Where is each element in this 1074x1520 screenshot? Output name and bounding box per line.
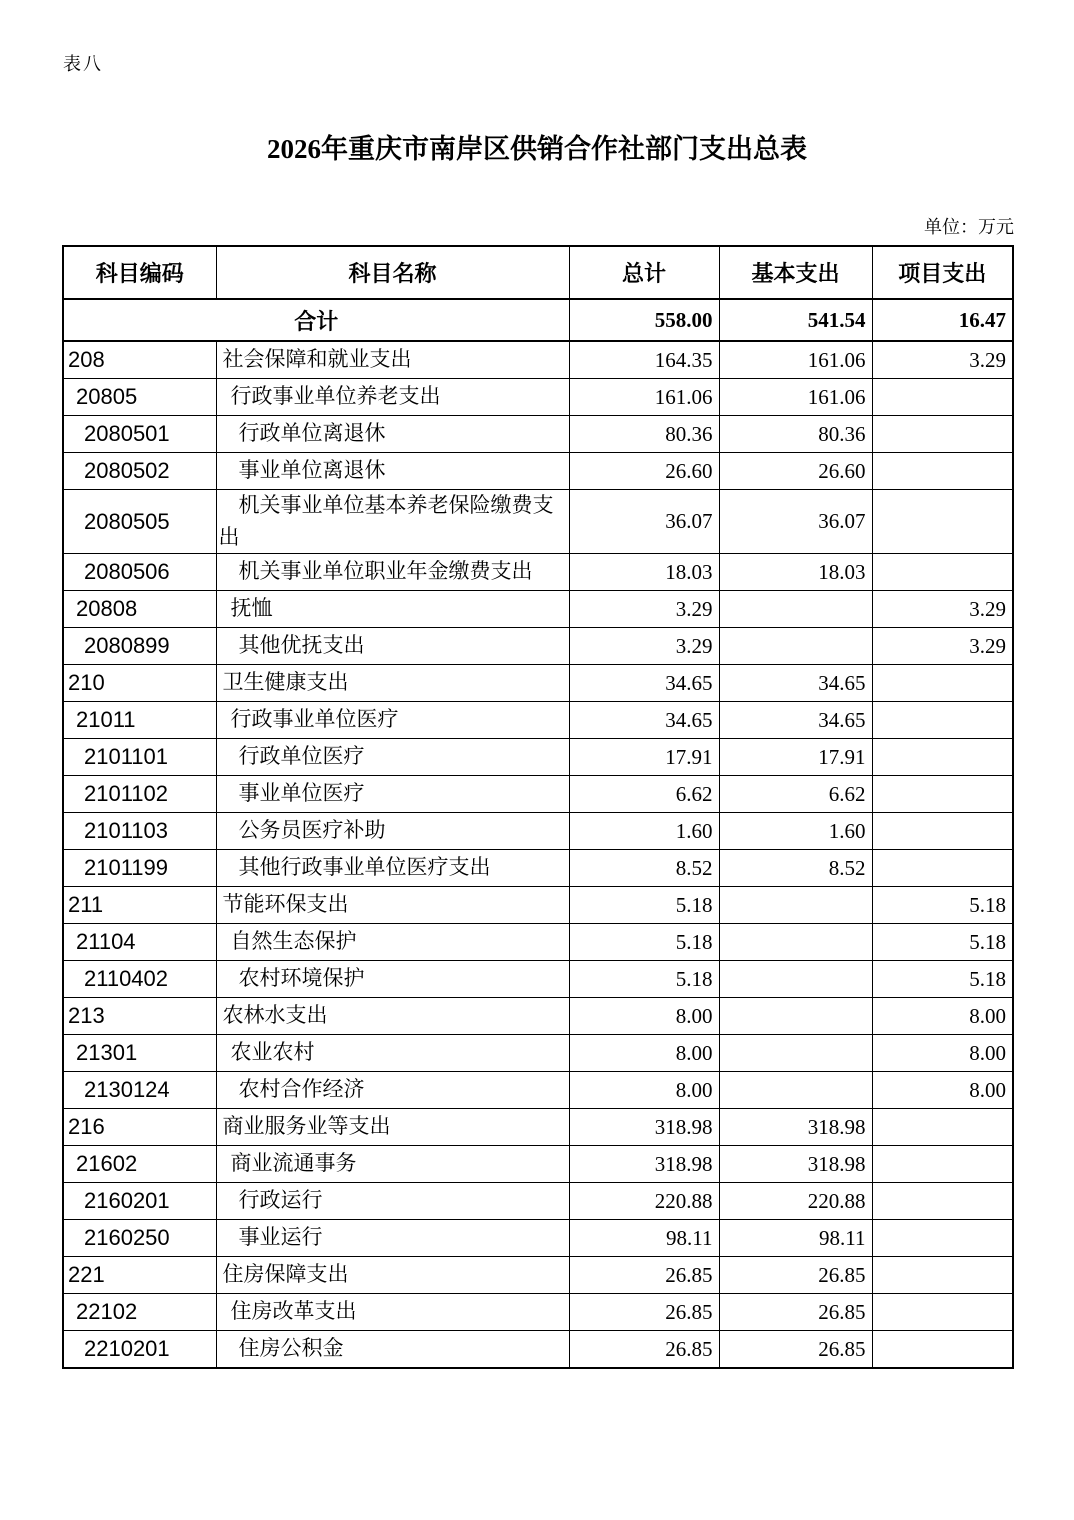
- total-value-cell: 8.52: [569, 850, 719, 887]
- basic-expenditure-cell: 26.85: [719, 1294, 872, 1331]
- project-expenditure-cell: [872, 665, 1013, 702]
- total-value-cell: 26.60: [569, 453, 719, 490]
- total-value-cell: 8.00: [569, 1072, 719, 1109]
- subject-name-cell: 住房公积金: [216, 1331, 569, 1369]
- total-value-cell: 220.88: [569, 1183, 719, 1220]
- subject-code-cell: 21301: [63, 1035, 216, 1072]
- basic-expenditure-cell: 26.60: [719, 453, 872, 490]
- subject-code-cell: 2080506: [63, 554, 216, 591]
- basic-expenditure-cell: 318.98: [719, 1109, 872, 1146]
- subject-name-cell: 行政运行: [216, 1183, 569, 1220]
- subject-name-cell: 农村环境保护: [216, 961, 569, 998]
- subject-name-cell: 卫生健康支出: [216, 665, 569, 702]
- project-expenditure-cell: [872, 379, 1013, 416]
- total-value-cell: 34.65: [569, 665, 719, 702]
- project-expenditure-cell: 3.29: [872, 628, 1013, 665]
- project-expenditure-cell: 8.00: [872, 1035, 1013, 1072]
- basic-expenditure-cell: 17.91: [719, 739, 872, 776]
- project-expenditure-cell: 5.18: [872, 887, 1013, 924]
- table-row: [63, 1035, 1013, 1072]
- project-expenditure-cell: [872, 1257, 1013, 1294]
- project-expenditure-cell: 3.29: [872, 591, 1013, 628]
- total-value-cell: 26.85: [569, 1331, 719, 1369]
- total-value-cell: 80.36: [569, 416, 719, 453]
- subject-name-cell: 住房保障支出: [216, 1257, 569, 1294]
- subject-code-cell: 2130124: [63, 1072, 216, 1109]
- table-row: [63, 416, 1013, 453]
- basic-expenditure-cell: 1.60: [719, 813, 872, 850]
- total-value-cell: 17.91: [569, 739, 719, 776]
- subject-name-cell: 自然生态保护: [216, 924, 569, 961]
- table-row: [63, 1072, 1013, 1109]
- table-body: [63, 299, 1013, 1368]
- subject-name-cell: 公务员医疗补助: [216, 813, 569, 850]
- basic-expenditure-cell: 34.65: [719, 665, 872, 702]
- subject-code-cell: 2101101: [63, 739, 216, 776]
- project-expenditure-cell: 8.00: [872, 1072, 1013, 1109]
- basic-expenditure-cell: 26.85: [719, 1331, 872, 1369]
- project-expenditure-cell: 3.29: [872, 341, 1013, 379]
- subject-name-cell: 农村合作经济: [216, 1072, 569, 1109]
- total-value-cell: 98.11: [569, 1220, 719, 1257]
- total-value-cell: 26.85: [569, 1294, 719, 1331]
- table-header-row: [63, 246, 1013, 299]
- subject-name-cell: 其他行政事业单位医疗支出: [216, 850, 569, 887]
- project-expenditure-cell: [872, 850, 1013, 887]
- subject-name-cell: 社会保障和就业支出: [216, 341, 569, 379]
- subject-code-cell: 20805: [63, 379, 216, 416]
- subject-code-cell: 2080502: [63, 453, 216, 490]
- col-header-project-expenditure: 项目支出: [872, 246, 1013, 299]
- total-value-cell: 18.03: [569, 554, 719, 591]
- subject-code-cell: 2101102: [63, 776, 216, 813]
- basic-expenditure-cell: 318.98: [719, 1146, 872, 1183]
- project-expenditure-cell: [872, 1146, 1013, 1183]
- table-row: [63, 850, 1013, 887]
- col-header-subject-name: 科目名称: [216, 246, 569, 299]
- subject-name-cell: 其他优抚支出: [216, 628, 569, 665]
- basic-expenditure-cell: 34.65: [719, 702, 872, 739]
- grand-total-row: [63, 299, 1013, 341]
- project-expenditure-cell: 5.18: [872, 961, 1013, 998]
- total-value-cell: 318.98: [569, 1146, 719, 1183]
- subject-code-cell: 21011: [63, 702, 216, 739]
- col-header-total: 总计: [569, 246, 719, 299]
- grand-total-basic: 541.54: [719, 299, 872, 341]
- subject-name-cell: 住房改革支出: [216, 1294, 569, 1331]
- basic-expenditure-cell: [719, 887, 872, 924]
- table-row: [63, 961, 1013, 998]
- table-row: [63, 776, 1013, 813]
- subject-name-cell: 事业运行: [216, 1220, 569, 1257]
- page-title: 2026年重庆市南岸区供销合作社部门支出总表: [267, 134, 807, 164]
- subject-code-cell: 2101199: [63, 850, 216, 887]
- subject-name-cell: 事业单位离退休: [216, 453, 569, 490]
- total-value-cell: 5.18: [569, 924, 719, 961]
- subject-code-cell: 21104: [63, 924, 216, 961]
- project-expenditure-cell: [872, 1183, 1013, 1220]
- basic-expenditure-cell: 161.06: [719, 379, 872, 416]
- project-expenditure-cell: [872, 813, 1013, 850]
- total-value-cell: 318.98: [569, 1109, 719, 1146]
- basic-expenditure-cell: [719, 628, 872, 665]
- table-row: [63, 591, 1013, 628]
- basic-expenditure-cell: 80.36: [719, 416, 872, 453]
- subject-name-cell: 行政单位医疗: [216, 739, 569, 776]
- subject-name-cell: 机关事业单位基本养老保险缴费支出: [216, 490, 569, 554]
- subject-code-cell: 2080501: [63, 416, 216, 453]
- table-row: [63, 341, 1013, 379]
- table-row: [63, 887, 1013, 924]
- sheet-label: 表八: [63, 54, 103, 74]
- total-value-cell: 6.62: [569, 776, 719, 813]
- table-row: [63, 1294, 1013, 1331]
- total-value-cell: 3.29: [569, 628, 719, 665]
- table-row: [63, 1257, 1013, 1294]
- total-value-cell: 8.00: [569, 998, 719, 1035]
- project-expenditure-cell: [872, 554, 1013, 591]
- total-value-cell: 8.00: [569, 1035, 719, 1072]
- table-row: [63, 1146, 1013, 1183]
- subject-name-cell: 事业单位医疗: [216, 776, 569, 813]
- table-row: [63, 1220, 1013, 1257]
- total-value-cell: 26.85: [569, 1257, 719, 1294]
- project-expenditure-cell: [872, 1294, 1013, 1331]
- basic-expenditure-cell: [719, 924, 872, 961]
- expenditure-summary-table: [62, 245, 1014, 1369]
- subject-name-cell: 商业流通事务: [216, 1146, 569, 1183]
- subject-code-cell: 213: [63, 998, 216, 1035]
- project-expenditure-cell: [872, 416, 1013, 453]
- project-expenditure-cell: [872, 1109, 1013, 1146]
- project-expenditure-cell: [872, 1220, 1013, 1257]
- subject-code-cell: 2101103: [63, 813, 216, 850]
- project-expenditure-cell: [872, 1331, 1013, 1369]
- subject-name-cell: 机关事业单位职业年金缴费支出: [216, 554, 569, 591]
- basic-expenditure-cell: 36.07: [719, 490, 872, 554]
- basic-expenditure-cell: [719, 1072, 872, 1109]
- total-value-cell: 164.35: [569, 341, 719, 379]
- subject-code-cell: 216: [63, 1109, 216, 1146]
- basic-expenditure-cell: 161.06: [719, 341, 872, 379]
- basic-expenditure-cell: 26.85: [719, 1257, 872, 1294]
- basic-expenditure-cell: [719, 998, 872, 1035]
- subject-name-cell: 农业农村: [216, 1035, 569, 1072]
- table-row: [63, 1331, 1013, 1369]
- project-expenditure-cell: [872, 490, 1013, 554]
- basic-expenditure-cell: 98.11: [719, 1220, 872, 1257]
- subject-code-cell: 2080899: [63, 628, 216, 665]
- table-row: [63, 1183, 1013, 1220]
- basic-expenditure-cell: [719, 961, 872, 998]
- total-value-cell: 3.29: [569, 591, 719, 628]
- subject-name-cell: 行政单位离退休: [216, 416, 569, 453]
- subject-name-cell: 商业服务业等支出: [216, 1109, 569, 1146]
- project-expenditure-cell: [872, 702, 1013, 739]
- project-expenditure-cell: 8.00: [872, 998, 1013, 1035]
- total-value-cell: 1.60: [569, 813, 719, 850]
- basic-expenditure-cell: 18.03: [719, 554, 872, 591]
- subject-code-cell: 22102: [63, 1294, 216, 1331]
- total-value-cell: 5.18: [569, 887, 719, 924]
- subject-code-cell: 2160250: [63, 1220, 216, 1257]
- table-row: [63, 702, 1013, 739]
- table-row: [63, 1109, 1013, 1146]
- project-expenditure-cell: [872, 453, 1013, 490]
- total-value-cell: 36.07: [569, 490, 719, 554]
- col-header-subject-code: 科目编码: [63, 246, 216, 299]
- table-row: [63, 665, 1013, 702]
- total-value-cell: 34.65: [569, 702, 719, 739]
- grand-total-label: 合计: [63, 299, 569, 341]
- subject-code-cell: 210: [63, 665, 216, 702]
- unit-label: 单位：万元: [924, 217, 1014, 237]
- basic-expenditure-cell: [719, 591, 872, 628]
- table-row: [63, 813, 1013, 850]
- basic-expenditure-cell: 6.62: [719, 776, 872, 813]
- table-row: [63, 453, 1013, 490]
- subject-name-cell: 农林水支出: [216, 998, 569, 1035]
- project-expenditure-cell: 5.18: [872, 924, 1013, 961]
- basic-expenditure-cell: 220.88: [719, 1183, 872, 1220]
- subject-code-cell: 20808: [63, 591, 216, 628]
- table-row: [63, 739, 1013, 776]
- table-row: [63, 924, 1013, 961]
- total-value-cell: 5.18: [569, 961, 719, 998]
- table-row: [63, 554, 1013, 591]
- project-expenditure-cell: [872, 739, 1013, 776]
- subject-code-cell: 211: [63, 887, 216, 924]
- subject-code-cell: 2110402: [63, 961, 216, 998]
- subject-name-cell: 行政事业单位养老支出: [216, 379, 569, 416]
- subject-code-cell: 208: [63, 341, 216, 379]
- subject-name-cell: 抚恤: [216, 591, 569, 628]
- table-row: [63, 628, 1013, 665]
- total-value-cell: 161.06: [569, 379, 719, 416]
- subject-name-cell: 行政事业单位医疗: [216, 702, 569, 739]
- basic-expenditure-cell: 8.52: [719, 850, 872, 887]
- subject-code-cell: 2160201: [63, 1183, 216, 1220]
- subject-code-cell: 2210201: [63, 1331, 216, 1369]
- grand-total-project: 16.47: [872, 299, 1013, 341]
- project-expenditure-cell: [872, 776, 1013, 813]
- subject-code-cell: 221: [63, 1257, 216, 1294]
- table-row: [63, 998, 1013, 1035]
- subject-code-cell: 21602: [63, 1146, 216, 1183]
- subject-name-cell: 节能环保支出: [216, 887, 569, 924]
- table-row: [63, 490, 1013, 554]
- subject-code-cell: 2080505: [63, 490, 216, 554]
- grand-total-total: 558.00: [569, 299, 719, 341]
- col-header-basic-expenditure: 基本支出: [719, 246, 872, 299]
- table-row: [63, 379, 1013, 416]
- basic-expenditure-cell: [719, 1035, 872, 1072]
